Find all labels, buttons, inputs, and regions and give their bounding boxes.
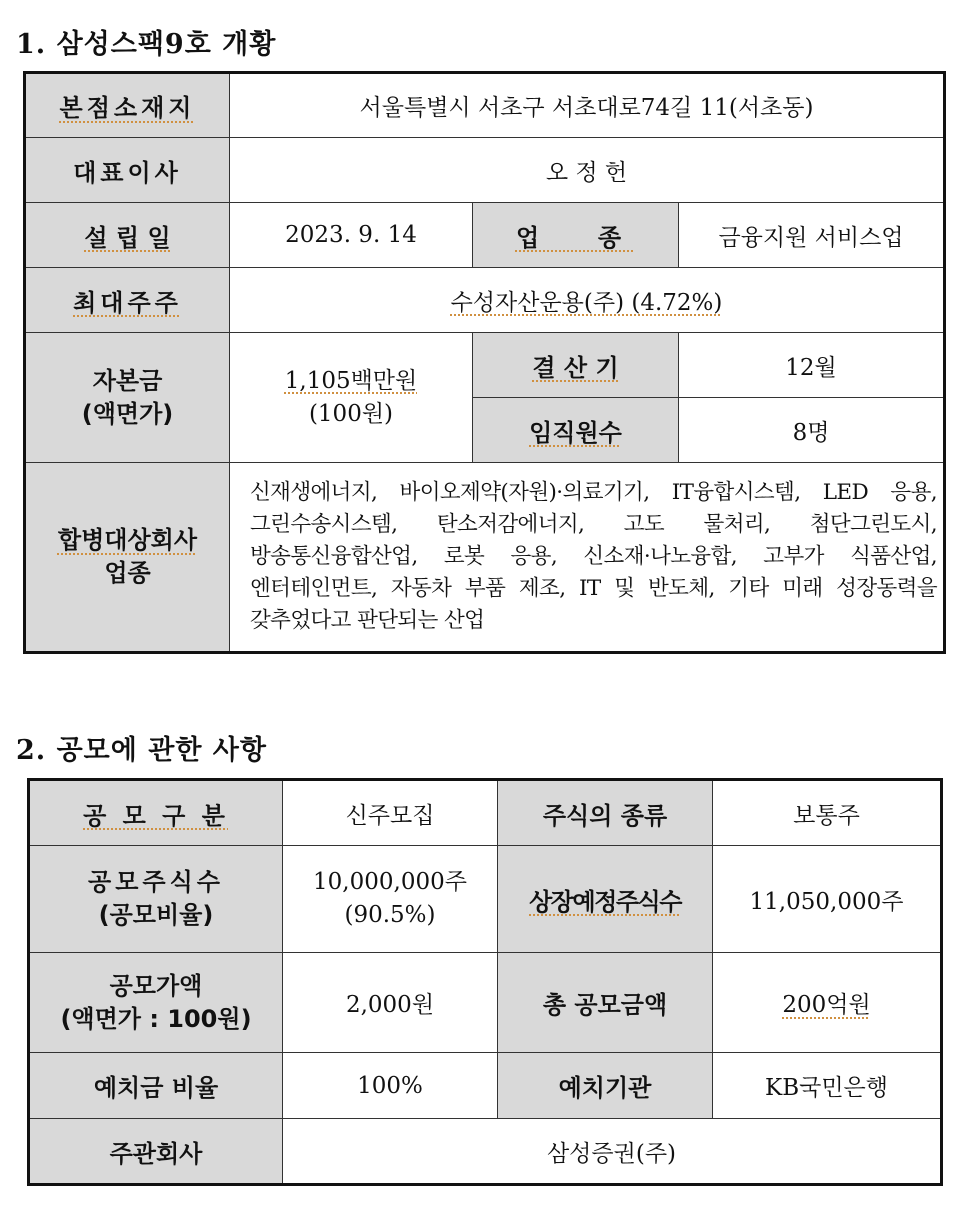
major-shareholder-label: 최대주주 [25,268,230,333]
escrow-bank-label: 예치기관 [498,1053,713,1119]
hq-label: 본점소재지 [25,73,230,138]
capital-label: 자본금 (액면가) [25,333,230,463]
capital-value: 1,105백만원 (100원) [230,333,473,463]
row-underwriter [29,1119,942,1185]
offer-price-label: 공모가액 (액면가 : 100원) [29,953,283,1053]
underwriter-value: 삼성증권(주) [283,1119,942,1185]
ceo-label: 대표이사 [25,138,230,203]
row-ceo [25,138,945,203]
company-overview-table [23,71,946,654]
employees-value: 8명 [679,398,945,463]
offer-price-value: 2,000원 [283,953,498,1053]
row-offer-price [29,953,942,1053]
merger-target-industries: 신재생에너지, 바이오제약(자원)·의료기기, IT융합시스템, LED 응용, 그린수송시스템, 탄소저감에너지, 고도 물처리, 첨단그린도시, 방송통신융합산업, 로봇 응용, 신소재·나노융합, 고부가 식품산업, 엔터테인먼트, 자동차 부품 제조, IT 및 반도체, 기타 미래 성장동력을 갖추었다고 판단되는 산업 [230,463,945,653]
total-offering-value: 200억원 [713,953,942,1053]
listed-shares-value: 11,050,000주 [713,846,942,953]
row-hq [25,73,945,138]
merger-target-label: 합병대상회사 업종 [25,463,230,653]
row-escrow [29,1053,942,1119]
industry-value: 금융지원 서비스업 [679,203,945,268]
escrow-bank-value: KB국민은행 [713,1053,942,1119]
escrow-ratio-value: 100% [283,1053,498,1119]
section-2-title: 2. 공모에 관한 사항 [16,735,267,766]
stock-kind-label: 주식의 종류 [498,780,713,846]
industry-label: 업 종 [473,203,679,268]
listed-shares-label: 상장예정주식수 [498,846,713,953]
founded-label: 설 립 일 [25,203,230,268]
row-capital [25,333,945,398]
row-offered-shares [29,846,942,953]
offering-type-label: 공 모 구 분 [29,780,283,846]
offered-shares-value: 10,000,000주 (90.5%) [283,846,498,953]
underwriter-label: 주관회사 [29,1119,283,1185]
offering-table [27,778,943,1186]
major-shareholder-value: 수성자산운용(주) (4.72%) [230,268,945,333]
row-offering-type [29,780,942,846]
offered-shares-label: 공모주식수 (공모비율) [29,846,283,953]
offering-type-value: 신주모집 [283,780,498,846]
hq-value: 서울특별시 서초구 서초대로74길 11(서초동) [230,73,945,138]
founded-value: 2023. 9. 14 [230,203,473,268]
employees-label: 임직원수 [473,398,679,463]
escrow-ratio-label: 예치금 비율 [29,1053,283,1119]
row-founded [25,203,945,268]
fiscal-label: 결 산 기 [473,333,679,398]
fiscal-value: 12월 [679,333,945,398]
section-1-title: 1. 삼성스팩9호 개황 [16,29,277,60]
stock-kind-value: 보통주 [713,780,942,846]
row-major-shareholder [25,268,945,333]
row-merger-target [25,463,945,653]
ceo-value: 오 정 헌 [230,138,945,203]
total-offering-label: 총 공모금액 [498,953,713,1053]
